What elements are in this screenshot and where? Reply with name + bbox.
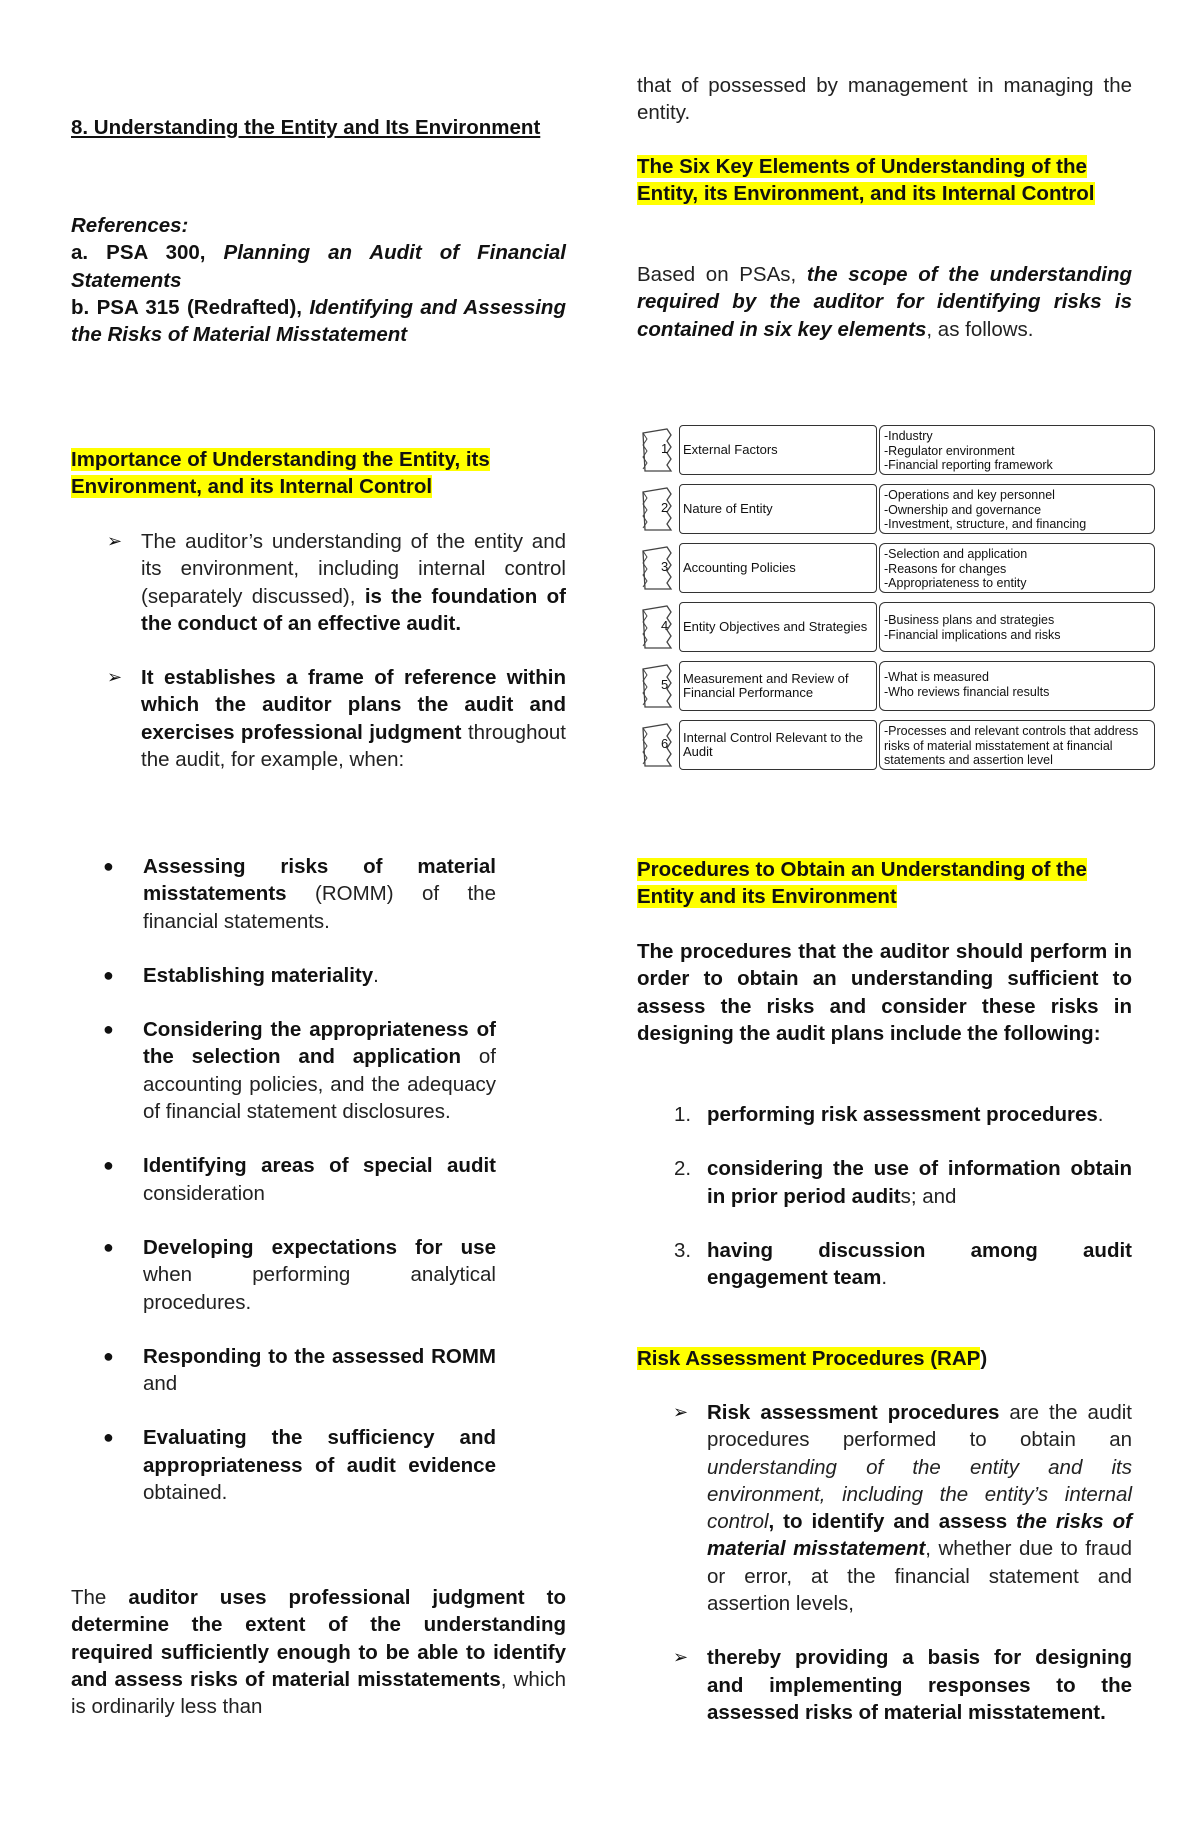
rap1-bold2: , to identify and assess	[768, 1510, 1017, 1534]
rap1-text: are the audit procedures performed to obtain an	[707, 1401, 1132, 1452]
procedures-heading	[637, 856, 1132, 911]
rap1-tail: , whether due to fraud or error, at the financial statement and assertion levels,	[707, 1537, 1132, 1616]
list-item	[1, 1152, 496, 1207]
element-label: Entity Objectives and Strategies	[679, 602, 877, 652]
item-text: s; and	[900, 1184, 957, 1208]
row-number: 1	[661, 441, 669, 456]
scroll-ribbon-icon	[639, 722, 673, 768]
rap1-bolditalic: the risks of material misstatement	[707, 1510, 1132, 1561]
ref-b-title: Identifying and Assessing the Risks of Material Misstatement	[71, 295, 566, 347]
arrow1-bold: is the foundation of the conduct of an effective audit.	[141, 584, 566, 635]
rap2-bold: thereby providing a basis for designing and implementing responses to the assessed risks of material misstatement.	[707, 1646, 1132, 1724]
bullet-text: when performing analytical procedures.	[143, 1263, 496, 1314]
list-item	[1, 962, 496, 989]
bullet-bold: Establishing materiality	[143, 963, 374, 987]
round-bullet-icon: ●	[103, 1345, 114, 1366]
round-bullet-icon: ●	[103, 1427, 114, 1448]
element-details: -What is measured -Who reviews financial results	[879, 661, 1155, 711]
item-number: 1.	[674, 1103, 692, 1126]
scroll-ribbon-icon	[639, 545, 673, 591]
ref-a-title: Planning an Audit of Financial Statements	[71, 241, 567, 292]
element-label: Nature of Entity	[679, 484, 877, 534]
bullet-bold: Identifying areas of special audit	[143, 1154, 496, 1178]
importance-list	[71, 528, 566, 773]
row-number: 6	[661, 736, 669, 751]
element-label: Internal Control Relevant to the Audit	[679, 720, 877, 770]
ref-b-prefix: b. PSA 315 (Redrafted),	[71, 295, 310, 319]
rap-list	[637, 1399, 1132, 1726]
item-text: .	[1097, 1103, 1104, 1126]
round-bullet-icon: ●	[103, 856, 114, 876]
bullet-bold: Considering the appropriateness of the selection and application	[143, 1018, 496, 1069]
arrowhead-bullet-icon: ➢	[107, 667, 123, 688]
rap-heading-text: Risk Assessment Procedures (RAP	[637, 1347, 981, 1370]
element-details: -Selection and application -Reasons for changes -Appropriateness to entity	[879, 543, 1155, 593]
item-text: .	[881, 1266, 888, 1290]
arrow2-bold: It establishes a frame of reference within which the auditor plans the audit and exercises professional judgment	[141, 666, 566, 744]
diagram-row	[637, 482, 1157, 537]
based-paragraph	[637, 261, 1132, 343]
item-bold: having discussion among audit engagement team	[707, 1238, 1132, 1290]
scroll-ribbon-icon	[639, 663, 673, 709]
list-item	[637, 1155, 1132, 1210]
based-bold: the scope of the understanding required by the auditor for identifying risks is contained in six key elements	[637, 263, 1132, 341]
list-item	[1, 1343, 496, 1398]
bullet-text: .	[373, 963, 379, 987]
list-item	[1, 1424, 496, 1506]
rap1-italic: understanding of the entity and its environment, including the entity’s internal control	[707, 1455, 1132, 1534]
round-bullet-icon: ●	[103, 964, 114, 985]
item-bold: performing risk assessment procedures	[707, 1103, 1098, 1126]
list-item	[71, 528, 566, 637]
importance-heading-text: Importance of Understanding the Entity, its Environment, and its Internal Control	[71, 448, 490, 499]
six-elements-heading	[637, 153, 1132, 208]
bullet-text: and	[143, 1372, 178, 1396]
rap-heading	[637, 1345, 1132, 1372]
round-bullet-icon: ●	[103, 1236, 114, 1257]
item-number: 3.	[674, 1238, 692, 1262]
closing-text: , which is ordinarily less than	[71, 1667, 566, 1719]
arrow2-text: throughout the audit, for example, when:	[141, 720, 566, 772]
bullet-text: of accounting policies, and the adequacy of financial statement disclosures.	[143, 1045, 497, 1124]
arrow1-text: The auditor’s understanding of the entity and its environment, including internal control (separately discussed),	[141, 530, 566, 608]
bullet-text: consideration	[143, 1181, 265, 1205]
arrowhead-bullet-icon: ➢	[107, 531, 123, 551]
element-details: -Processes and relevant controls that address risks of material misstatement at financial statements and assertion level	[879, 720, 1155, 770]
six-elements-heading-text: The Six Key Elements of Understanding of the Entity, its Environment, and its Internal Control	[637, 155, 1095, 206]
diagram-row	[637, 541, 1157, 596]
based-post: , as follows.	[926, 317, 1034, 341]
row-number: 2	[661, 500, 669, 515]
element-details: -Business plans and strategies -Financial implications and risks	[879, 602, 1155, 652]
diagram-row	[637, 659, 1157, 714]
diagram-row	[637, 718, 1157, 773]
procedures-heading-text: Procedures to Obtain an Understanding of the Entity and its Environment	[637, 858, 1087, 909]
importance-heading	[71, 446, 566, 501]
bullet-text: (ROMM) of the financial statements.	[143, 882, 496, 933]
references	[71, 212, 566, 348]
round-bullet-icon: ●	[103, 1155, 114, 1176]
element-details: -Operations and key personnel -Ownership and governance -Investment, structure, and financing	[879, 484, 1155, 534]
closing-pre: The	[71, 1586, 129, 1609]
arrowhead-bullet-icon: ➢	[673, 1402, 689, 1422]
rap-heading-close: )	[980, 1347, 988, 1370]
based-pre: Based on PSAs,	[637, 263, 807, 286]
bullet-bold: Assessing risks of material misstatements	[143, 855, 496, 906]
closing-paragraph	[71, 1584, 566, 1720]
bullet-bold: Developing expectations for use	[143, 1235, 496, 1259]
list-item	[71, 664, 566, 773]
list-item	[637, 1101, 1132, 1128]
continued-text: that of possessed by management in managing the entity.	[637, 74, 1132, 125]
element-label: External Factors	[679, 425, 877, 475]
row-number: 3	[661, 559, 669, 574]
item-number: 2.	[674, 1157, 692, 1181]
procedures-intro: The procedures that the auditor should perform in order to obtain an understanding sufficient to assess the risks and consider these risks in designing the audit plans include the following:	[637, 940, 1132, 1045]
list-item	[1, 853, 496, 935]
scroll-ribbon-icon	[639, 486, 673, 532]
arrowhead-bullet-icon: ➢	[673, 1647, 689, 1668]
element-label: Measurement and Review of Financial Performance	[679, 661, 877, 711]
list-item	[1, 1234, 496, 1316]
round-bullet-icon: ●	[103, 1019, 114, 1040]
six-elements-diagram	[637, 423, 1157, 778]
bullet-bold: Responding to the assessed ROMM	[143, 1344, 496, 1368]
scroll-ribbon-icon	[639, 427, 673, 473]
diagram-row	[637, 423, 1157, 478]
item-bold: considering the use of information obtain in prior period audit	[707, 1157, 1132, 1208]
procedures-list	[637, 1101, 1132, 1291]
scroll-ribbon-icon	[639, 604, 673, 650]
list-item	[637, 1644, 1132, 1726]
bullet-text: obtained.	[143, 1481, 228, 1505]
rap1-bold: Risk assessment procedures	[707, 1401, 1000, 1424]
ref-a-prefix: a. PSA 300,	[71, 241, 224, 265]
when-bullet-list	[1, 853, 496, 1506]
row-number: 5	[661, 677, 669, 692]
list-item	[1, 1016, 496, 1125]
references-label: References:	[71, 214, 189, 237]
list-item	[637, 1237, 1132, 1292]
element-label: Accounting Policies	[679, 543, 877, 593]
closing-bold: auditor uses professional judgment to determine the extent of the understanding required sufficiently enough to be able to identify and assess risks of material misstatements	[71, 1586, 566, 1691]
row-number: 4	[661, 618, 669, 633]
section-title: 8. Understanding the Entity and Its Environment	[71, 116, 541, 139]
list-item	[637, 1399, 1132, 1617]
bullet-bold: Evaluating the sufficiency and appropriateness of audit evidence	[143, 1426, 496, 1477]
element-details: -Industry -Regulator environment -Financial reporting framework	[879, 425, 1155, 475]
diagram-row	[637, 600, 1157, 655]
